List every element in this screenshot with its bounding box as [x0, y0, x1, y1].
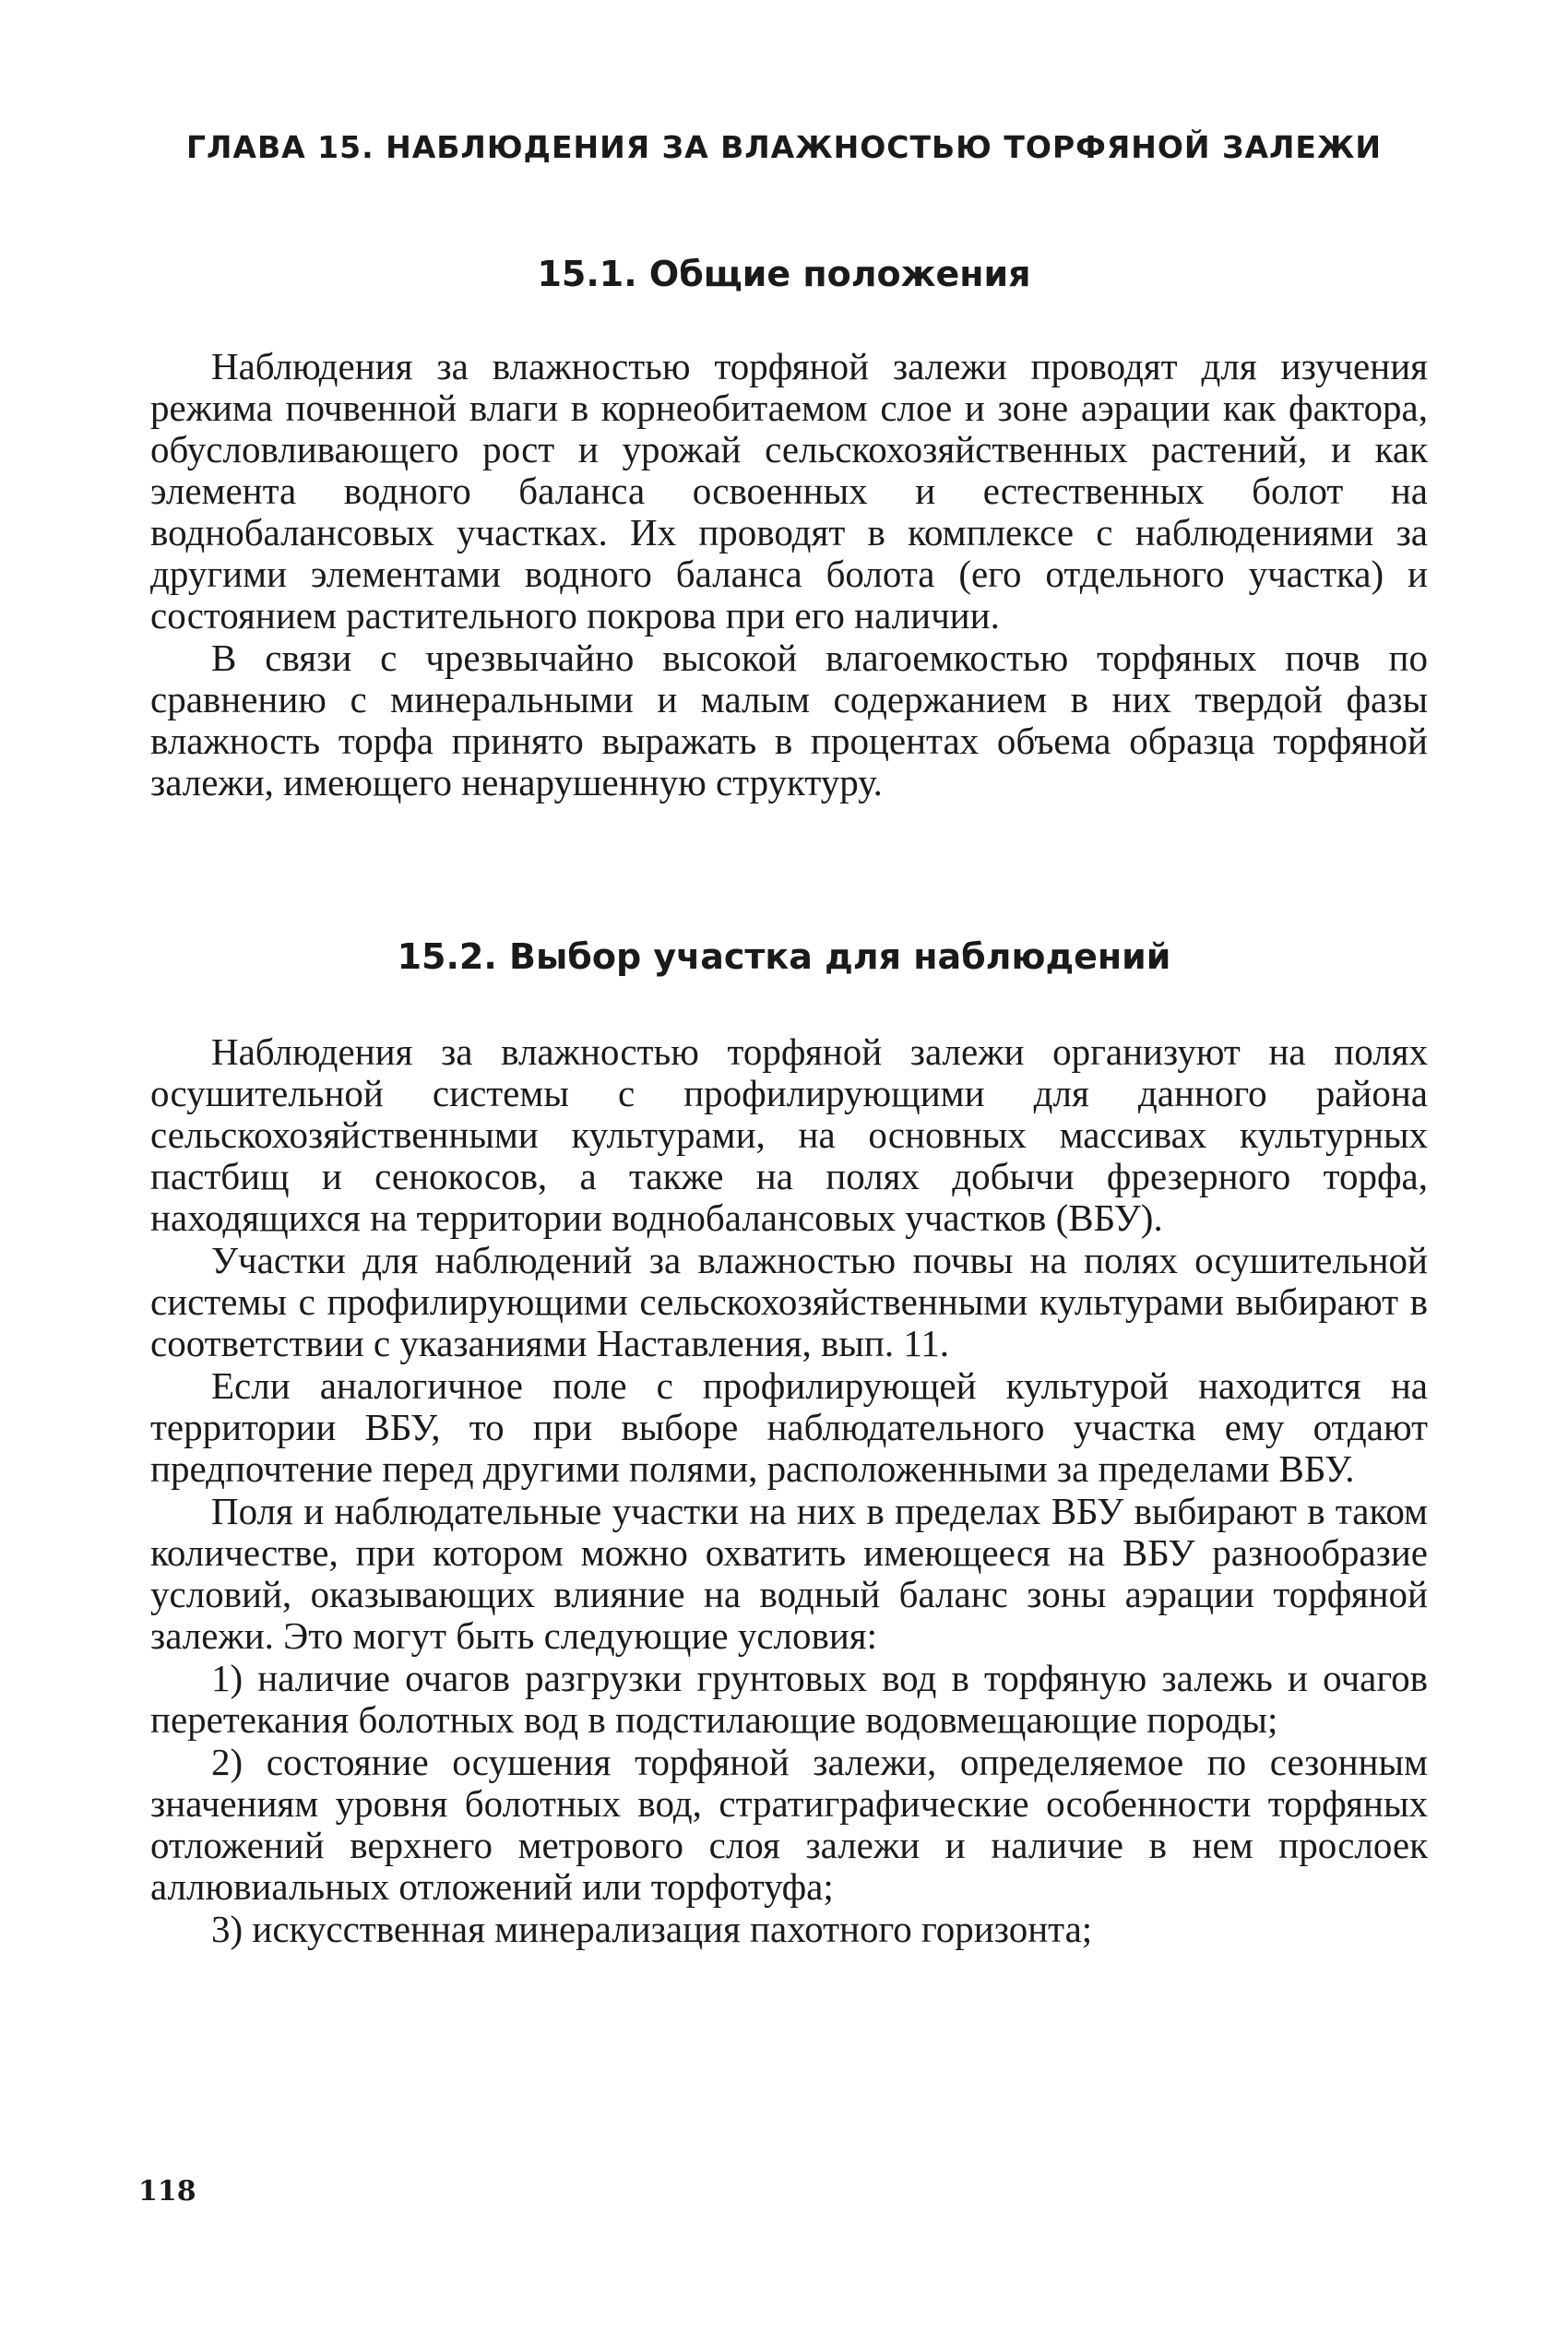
- section-title-general: 15.1. Общие положения: [537, 254, 1031, 294]
- section-title-site-selection: 15.2. Выбор участка для наблюдений: [397, 936, 1171, 977]
- list-item: 2) состояние осушения торфяной залежи, определяемое по сезонным значениям уровня болотных вод, стратиграфические особенности торфяных отложений верхнего метрового слоя залежи и наличие в нем прослоек аллювиальных отложений или торфотуфа;: [150, 1741, 1428, 1908]
- page-number: 118: [138, 2175, 196, 2208]
- section-body-site-selection: [150, 1031, 1428, 1951]
- section-body-general: [150, 346, 1428, 804]
- paragraph: Участки для наблюдений за влажностью почвы на полях осушительной системы с профилирующими сельскохозяйственными культурами выбирают в соответствии с указаниями Наставления, вып. 11.: [150, 1239, 1428, 1364]
- list-item: 3) искусственная минерализация пахотного горизонта;: [211, 1908, 1093, 1950]
- paragraph: Наблюдения за влажностью торфяной залежи проводят для изучения режима почвенной влаги в корнеобитаемом слое и зоне аэрации как фактора, обусловливающего рост и урожай сельскохозяйственных растений, и как элемента водного баланса освоенных и естественных болот на воднобалансовых участках. Их проводят в комплексе с наблюдениями за другими элементами водного баланса болота (его отдельного участка) и состоянием растительного покрова при его наличии.: [150, 345, 1428, 637]
- chapter-title: ГЛАВА 15. НАБЛЮДЕНИЯ ЗА ВЛАЖНОСТЬЮ ТОРФЯНОЙ ЗАЛЕЖИ: [186, 129, 1382, 165]
- list-item: 1) наличие очагов разгрузки грунтовых вод в торфяную залежь и очагов перетекания болотных вод в подстилающие водовмещающие породы;: [150, 1657, 1428, 1741]
- paragraph: Наблюдения за влажностью торфяной залежи организуют на полях осушительной системы с профилирующими для данного района сельскохозяйственными культурами, на основных массивах культурных пастбищ и сенокосов, а также на полях добычи фрезерного торфа, находящихся на территории воднобалансовых участков (ВБУ).: [150, 1030, 1428, 1239]
- paragraph: Если аналогичное поле с профилирующей культурой находится на территории ВБУ, то при выборе наблюдательного участка ему отдают предпочтение перед другими полями, расположенными за пределами ВБУ.: [150, 1364, 1428, 1490]
- paragraph: Поля и наблюдательные участки на них в пределах ВБУ выбирают в таком количестве, при котором можно охватить имеющееся на ВБУ разнообразие условий, оказывающих влияние на водный баланс зоны аэрации торфяной залежи. Это могут быть следующие условия:: [150, 1490, 1428, 1657]
- paragraph: В связи с чрезвычайно высокой влагоемкостью торфяных почв по сравнению с минеральными и малым содержанием в них твердой фазы влажность торфа принято выражать в процентах объема образца торфяной залежи, имеющего ненарушенную структуру.: [150, 637, 1428, 803]
